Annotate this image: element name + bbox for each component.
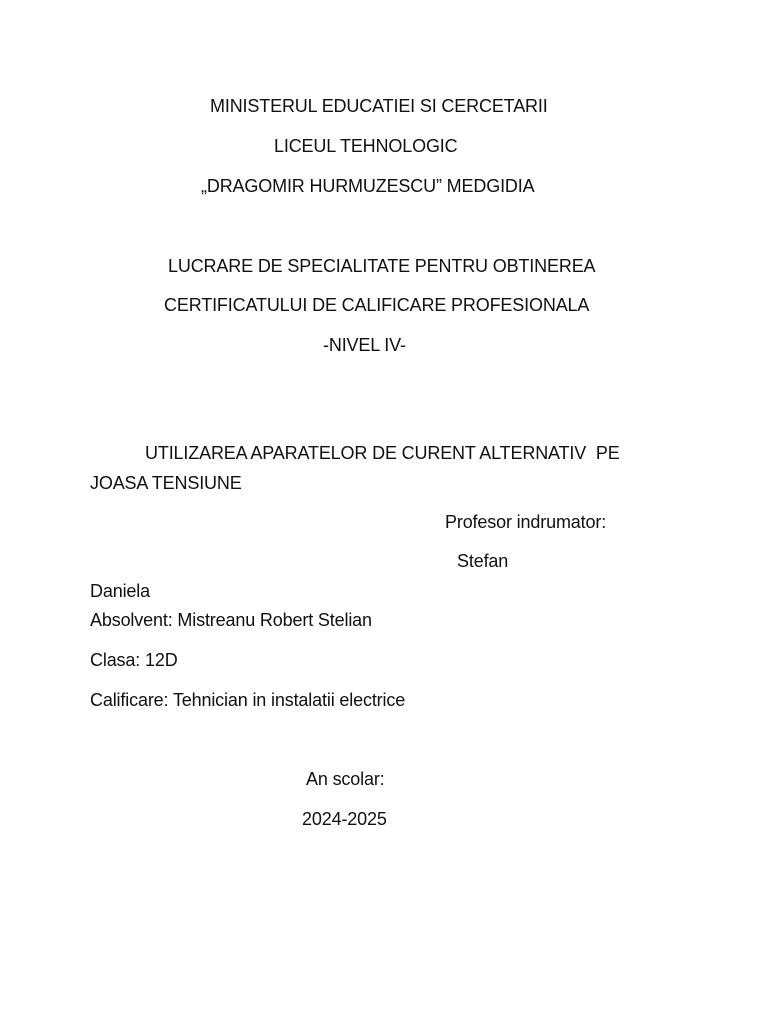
ministry-heading: MINISTERUL EDUCATIEI SI CERCETARII — [210, 96, 548, 116]
project-title-line-1: UTILIZAREA APARATELOR DE CURENT ALTERNATIV PE — [145, 443, 620, 463]
graduate-name: Absolvent: Mistreanu Robert Stelian — [90, 610, 372, 630]
project-title-line-2: JOASA TENSIUNE — [90, 473, 242, 493]
coordinator-name-line-2: Daniela — [90, 581, 150, 601]
school-year-label: An scolar: — [306, 769, 385, 789]
school-name-heading: „DRAGOMIR HURMUZESCU” MEDGIDIA — [201, 176, 535, 196]
qualification-label: Calificare: Tehnician in instalatii electrice — [90, 690, 406, 710]
class-label: Clasa: 12D — [90, 650, 178, 670]
school-year-value: 2024-2025 — [302, 809, 387, 829]
work-type-line-1: LUCRARE DE SPECIALITATE PENTRU OBTINEREA — [168, 256, 596, 276]
coordinator-name-line-1: Stefan — [457, 551, 509, 571]
coordinator-label: Profesor indrumator: — [445, 512, 607, 532]
school-type-heading: LICEUL TEHNOLOGIC — [274, 136, 458, 156]
level-label: -NIVEL IV- — [323, 335, 406, 355]
work-type-line-2: CERTIFICATULUI DE CALIFICARE PROFESIONALA — [164, 295, 590, 315]
